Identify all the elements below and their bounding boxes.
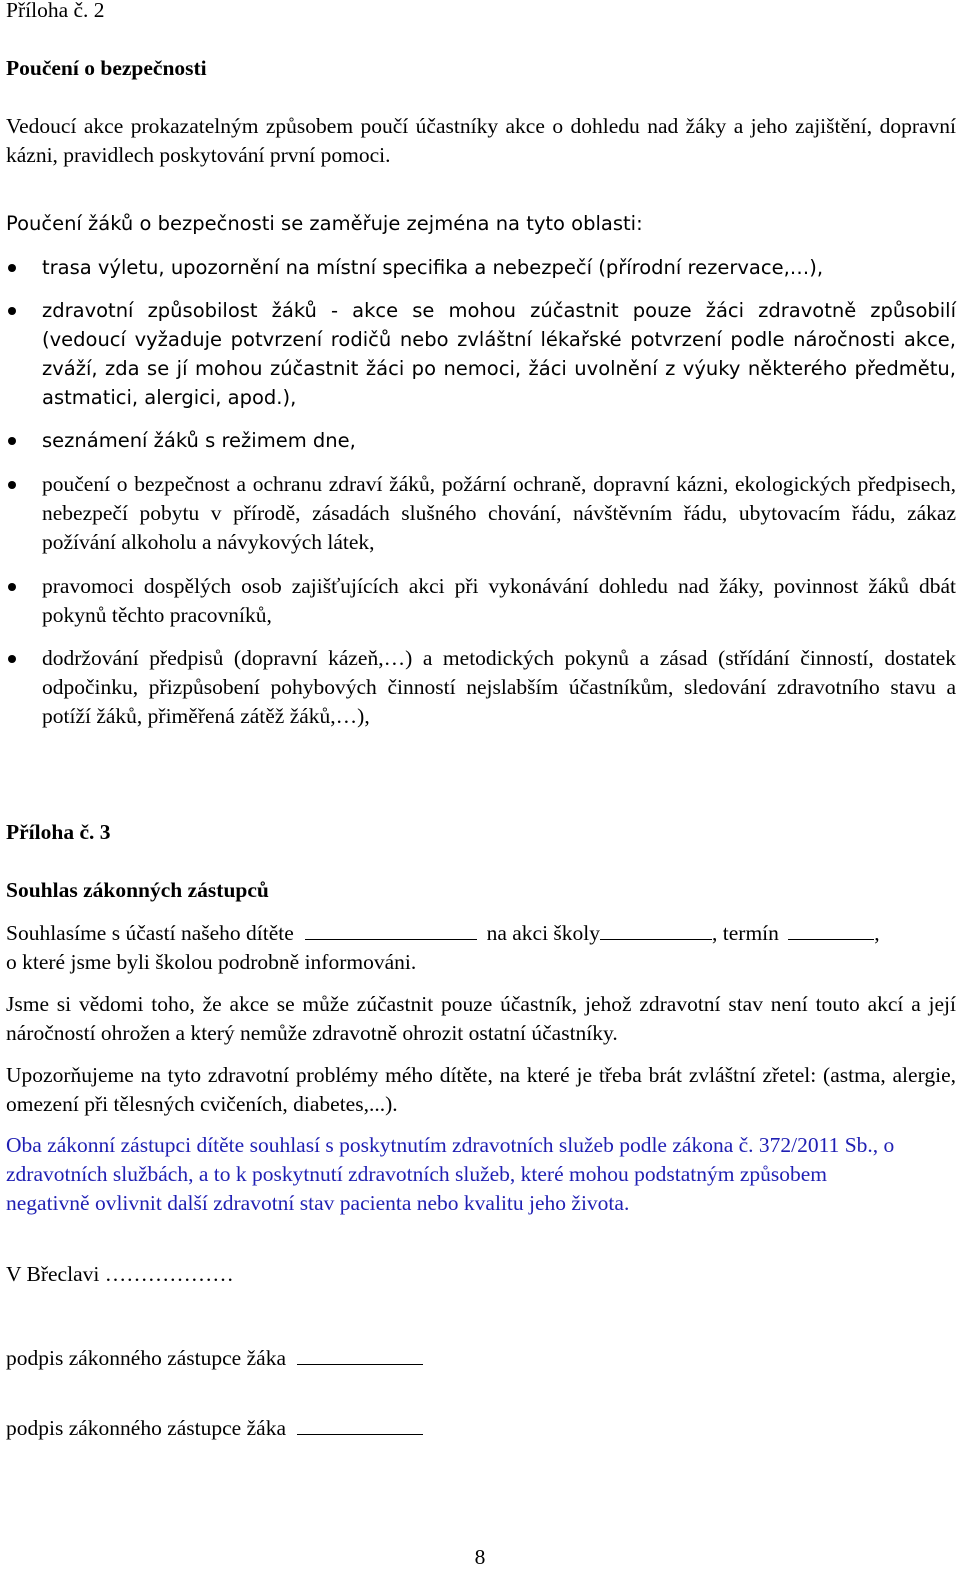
signature-field[interactable]	[297, 1344, 423, 1365]
list-item-text: trasa výletu, upozornění na místní specifika a nebezpečí (přírodní rezervace,…),	[42, 256, 824, 279]
list-item-text: poučení o bezpečnost a ochranu zdraví žáků, požární ochraně, dopravní kázni, ekologických předpisech, nebezpečí pobytu v přírodě, zásadách slušného chování, návštěvním řádu, ubytovacím řádu, zákaz požívání alkoholu a návykových látek,	[42, 472, 956, 554]
bullet-icon	[8, 583, 16, 591]
attachment-3-label: Příloha č. 3	[6, 820, 111, 844]
attachment-2-title: Poučení o bezpečnosti	[6, 56, 207, 80]
consent-text-date: , termín	[712, 921, 779, 945]
signature-line-1	[6, 1344, 956, 1373]
place-line: V Břeclavi ………………	[6, 1262, 234, 1286]
page-number: 8	[474, 1545, 486, 1569]
bullet-icon	[8, 264, 16, 272]
attachment-2-label: Příloha č. 2	[6, 0, 105, 22]
child-name-field[interactable]	[305, 919, 477, 940]
bullet-icon	[8, 481, 16, 489]
consent-statement	[6, 919, 956, 977]
warning-paragraph: Upozorňujeme na tyto zdravotní problémy mého dítěte, na které je třeba brát zvláštní zřetel: (astma, alergie, omezení při tělesných cvičeních, diabetes,...).	[6, 1063, 956, 1116]
consent-line-1	[6, 919, 956, 948]
bullet-icon	[8, 437, 16, 445]
signature-label: podpis zákonného zástupce žáka	[6, 1346, 286, 1370]
list-item-text: seznámení žáků s režimem dne,	[42, 429, 356, 452]
signature-label: podpis zákonného zástupce žáka	[6, 1416, 286, 1440]
list-item-text: pravomoci dospělých osob zajišťujících akci při vykonávání dohledu nad žáky, povinnost žáků dbát pokynů těchto pracovníků,	[42, 574, 956, 627]
health-paragraph: Jsme si vědomi toho, že akce se může zúčastnit pouze účastník, jehož zdravotní stav není touto akcí a její náročností ohrožen a který nemůže zdravotně ohrozit ostatní účastníky.	[6, 992, 956, 1045]
signature-field[interactable]	[297, 1414, 423, 1435]
legal-consent-paragraph: Oba zákonní zástupci dítěte souhlasí s poskytnutím zdravotních služeb podle zákona č. 372/2011 Sb., o zdravotních službách, a to k poskytnutí zdravotních služeb, které mohou podstatným způsobem negativně ovlivnit další zdravotní stav pacienta nebo kvalitu jeho života.	[6, 1133, 895, 1215]
consent-text-child: Souhlasíme s účastí našeho dítěte	[6, 921, 294, 945]
list-item-text: dodržování předpisů (dopravní kázeň,…) a metodických pokynů a zásad (střídání činností, dostatek odpočinku, přizpůsobení pohybových činností nejslabším účastníkům, sledování zdravotního stavu a potíží žáků, přiměřená zátěž žáků,…),	[42, 646, 956, 728]
event-field[interactable]	[600, 919, 712, 940]
consent-line-2: o které jsme byli školou podrobně informováni.	[6, 950, 417, 974]
attachment-2-lead: Poučení žáků o bezpečnosti se zaměřuje zejména na tyto oblasti:	[6, 212, 643, 235]
date-field[interactable]	[788, 919, 874, 940]
signature-line-2	[6, 1414, 956, 1443]
list-item-text: zdravotní způsobilost žáků - akce se mohou zúčastnit pouze žáci zdravotně způsobilí (vedoucí vyžaduje potvrzení rodičů nebo zvláštní lékařské potvrzení podle náročnosti akce, zváží, zda se jí mohou zúčastnit žáci po nemoci, žáci uvolnění z výuky některého předmětu, astmatici, alergici, apod.),	[42, 299, 956, 409]
bullet-icon	[8, 307, 16, 315]
attachment-3-title: Souhlas zákonných zástupců	[6, 878, 269, 902]
consent-text-event: na akci školy	[486, 921, 601, 945]
consent-text-end: ,	[874, 921, 880, 945]
bullet-icon	[8, 655, 16, 663]
attachment-2-intro: Vedoucí akce prokazatelným způsobem poučí účastníky akce o dohledu nad žáky a jeho zajištění, dopravní kázni, pravidlech poskytování první pomoci.	[6, 114, 956, 167]
